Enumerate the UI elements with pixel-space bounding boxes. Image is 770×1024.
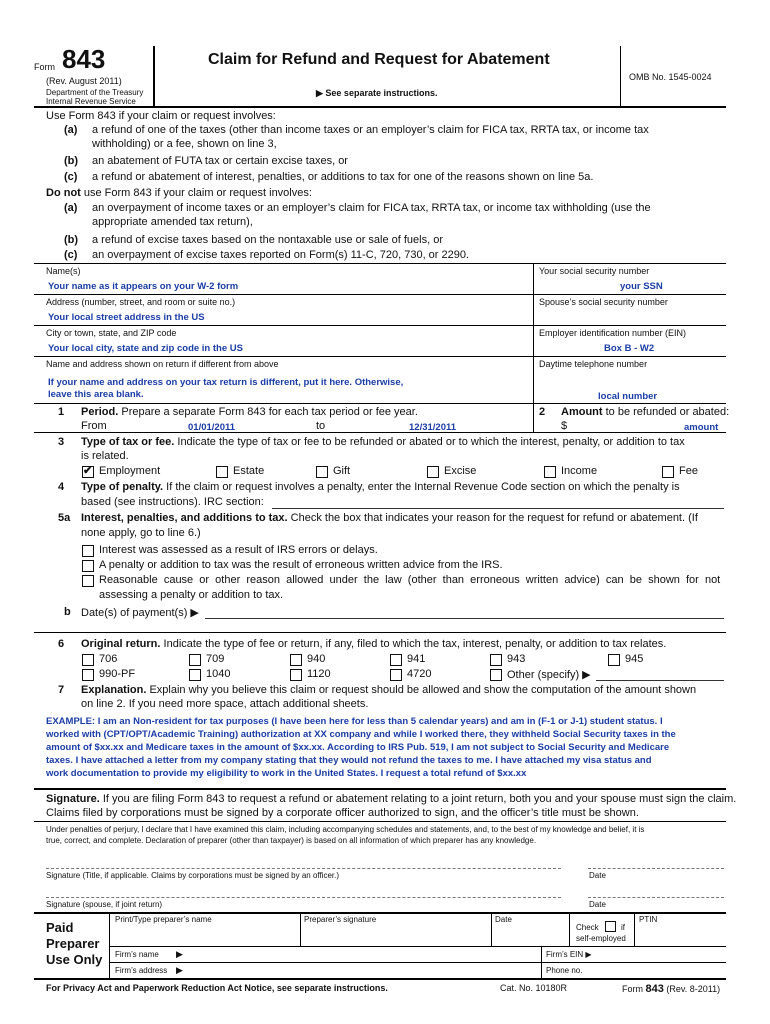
firm-ein-label: Firm’s EIN ▶ — [546, 950, 592, 959]
checkmark-icon: ✔ — [83, 465, 93, 477]
checkbox-940[interactable] — [290, 654, 302, 666]
explanation-line: work documentation to provide my eligibility to work in the United States. I request a total refund of $xx.xx — [46, 768, 527, 779]
option-943-label: 943 — [507, 653, 526, 665]
intro-na-text: an overpayment of income taxes or an employer’s claim for FICA tax, RRTA tax, or income tax withholding (use the — [92, 202, 651, 214]
spouse-date-line[interactable] — [588, 897, 724, 898]
intro-b-letter: (b) — [64, 155, 79, 167]
intro-nc-letter: (c) — [64, 249, 78, 261]
ssn-label: Your social security number — [539, 266, 650, 276]
preparer-title-1: Paid — [46, 920, 74, 935]
department-line: Department of the Treasury — [46, 88, 144, 97]
form-label: Form — [34, 62, 55, 72]
signature-line[interactable] — [46, 868, 561, 869]
checkbox-4720[interactable] — [390, 669, 402, 681]
form-title: Claim for Refund and Request for Abatement — [208, 51, 550, 68]
line4-number: 4 — [58, 481, 65, 493]
phone-label: Daytime telephone number — [539, 359, 648, 369]
line2-amount-field[interactable]: amount — [684, 422, 719, 433]
preparer-title-3: Use Only — [46, 952, 103, 967]
option-reasonable-cause-label: Reasonable cause or other reason allowed under the law (other than erroneous written advice) can be shown for not — [99, 574, 721, 586]
line2-heading: Amount to be refunded or abated: — [561, 406, 730, 418]
line5a-heading-cont: none apply, go to line 6.) — [81, 527, 201, 539]
row-rule — [34, 432, 726, 433]
checkbox-income[interactable] — [544, 466, 556, 478]
line7-number: 7 — [58, 684, 65, 696]
identity-grid-divider — [533, 263, 534, 432]
perjury-statement: Under penalties of perjury, I declare that I have examined this claim, including accompanying schedules and statements, and, to the best of my knowledge and belief, it is — [46, 825, 645, 834]
explanation-line: worked with (CPT/OPT/Academic Training) authorization at XX company and while I worked there, they withheld Social Security taxes in the — [46, 729, 676, 740]
intro-c-text: a refund or abatement of interest, penalties, or additions to tax for one of the reasons shown on line 5a. — [92, 171, 594, 183]
preparer-title-2: Preparer — [46, 936, 100, 951]
preparer-divider — [109, 912, 110, 978]
preparer-col-divider — [634, 912, 635, 946]
intro-na-letter: (a) — [64, 202, 78, 214]
city-label: City or town, state, and ZIP code — [46, 328, 177, 338]
checkbox-1120[interactable] — [290, 669, 302, 681]
option-reasonable-cause-cont: assessing a penalty or addition to tax. — [99, 589, 284, 601]
signature-date-label: Date — [589, 871, 606, 880]
intro-c-letter: (c) — [64, 171, 78, 183]
option-945-label: 945 — [625, 653, 644, 665]
line6-heading: Original return. Indicate the type of fee or return, if any, filed to which the tax, interest, penalty, or addition to tax relates. — [81, 638, 667, 650]
intro-a-letter: (a) — [64, 124, 78, 136]
line1-number: 1 — [58, 406, 65, 418]
preparer-col-divider — [491, 912, 492, 946]
option-excise-label: Excise — [444, 465, 477, 477]
preparer-bottom-rule — [34, 978, 726, 980]
intro-nb-letter: (b) — [64, 234, 79, 246]
line2-number: 2 — [539, 406, 546, 418]
explanation-bottom-rule — [34, 788, 726, 790]
ptin-label: PTIN — [639, 915, 658, 924]
line4-heading-cont: based (see instructions). IRC section: — [81, 496, 264, 508]
explanation-line: amount of $xx.xx and Medicare taxes in the amount of $xx.xx. According to IRS Pub. 519, I am not subject to Social Security and Medicare — [46, 742, 670, 753]
explanation-line: taxes. I have attached a letter from my company stating that they would not refund the taxes to me. I have attached my visa status and — [46, 755, 652, 766]
names-label: Name(s) — [46, 266, 81, 276]
phone-no-label: Phone no. — [546, 966, 583, 975]
intro-do-not-line: Do not use Form 843 if your claim or request involves: — [46, 187, 312, 199]
option-fee-label: Fee — [679, 465, 698, 477]
preparer-signature-label: Preparer’s signature — [304, 915, 377, 924]
irc-section-field[interactable] — [272, 508, 724, 509]
preparer-col-divider — [300, 912, 301, 946]
preparer-name-label: Print/Type preparer’s name — [115, 915, 212, 924]
checkbox-1040[interactable] — [189, 669, 201, 681]
alt-address-field-cont: leave this area blank. — [48, 389, 144, 400]
other-specify-field[interactable] — [596, 680, 724, 681]
line3-number: 3 — [58, 436, 65, 448]
intro-a-text-cont: withholding) or a fee, shown on line 3, — [92, 138, 277, 150]
row-rule — [34, 632, 726, 633]
line1-heading: Period. Prepare a separate Form 843 for each tax period or fee year. — [81, 406, 418, 418]
option-1120-label: 1120 — [307, 668, 331, 680]
line1-from-label: From — [81, 420, 107, 432]
self-employed-if: if — [621, 923, 625, 932]
see-instructions: ▶ See separate instructions. — [316, 88, 438, 98]
option-erroneous-advice-label: A penalty or addition to tax was the result of erroneous written advice from the IRS. — [99, 559, 503, 571]
ein-label: Employer identification number (EIN) — [539, 328, 687, 338]
arrow-right-icon: ▶ — [176, 965, 183, 975]
spouse-ssn-field[interactable] — [540, 310, 720, 324]
checkbox-erroneous-advice[interactable] — [82, 560, 94, 572]
option-4720-label: 4720 — [407, 668, 432, 680]
row-rule — [34, 821, 726, 822]
intro-bottom-rule — [34, 263, 726, 264]
checkbox-709[interactable] — [189, 654, 201, 666]
intro-a-text: a refund of one of the taxes (other than income taxes or an employer’s claim for FICA tax, RRTA tax, or income tax — [92, 124, 649, 136]
ein-field[interactable]: Box B - W2 — [604, 343, 655, 354]
address-field[interactable]: Your local street address in the US — [48, 312, 205, 323]
line3-heading: Type of tax or fee. Indicate the type of tax or fee to be refunded or abated or to which the interest, penalty, or addition to tax — [81, 436, 685, 448]
payment-dates-field[interactable] — [205, 618, 724, 619]
line5b-letter: b — [64, 606, 71, 618]
spouse-signature-line[interactable] — [46, 897, 561, 898]
firm-address-field[interactable] — [190, 964, 540, 978]
header-divider-left — [153, 46, 155, 106]
option-1040-label: 1040 — [206, 668, 231, 680]
ssn-field[interactable]: your SSN — [620, 281, 663, 292]
checkbox-employment[interactable] — [82, 466, 94, 478]
checkbox-gift[interactable] — [316, 466, 328, 478]
explanation-line: EXAMPLE: I am an Non-resident for tax purposes (I have been here for less than 5 calendar years) and am in (F-1 or J-1) student status. I — [46, 716, 663, 727]
perjury-statement-cont: true, correct, and complete. Declaration of preparer (other than taxpayer) is based on all information of which preparer has any knowledge. — [46, 836, 537, 845]
line6-number: 6 — [58, 638, 65, 650]
names-field[interactable]: Your name as it appears on your W-2 form — [48, 281, 239, 292]
checkbox-945[interactable] — [608, 654, 620, 666]
line2-currency: $ — [561, 420, 568, 432]
option-employment-label: Employment — [99, 465, 161, 477]
line1-to-label: to — [316, 420, 326, 432]
checkbox-estate[interactable] — [216, 466, 228, 478]
signature-date-line[interactable] — [588, 868, 724, 869]
preparer-top-rule — [34, 912, 726, 914]
line4-heading: Type of penalty. If the claim or request involves a penalty, enter the Internal Revenue Code section on which the penalty is — [81, 481, 680, 493]
checkbox-other[interactable] — [490, 669, 502, 681]
row-rule — [34, 325, 726, 326]
privacy-notice: For Privacy Act and Paperwork Reduction Act Notice, see separate instructions. — [46, 983, 388, 993]
checkbox-self-employed[interactable] — [605, 921, 616, 932]
line7-heading-cont: on line 2. If you need more space, attach additional sheets. — [81, 698, 369, 710]
revision-date: (Rev. August 2011) — [46, 76, 122, 86]
option-709-label: 709 — [206, 653, 225, 665]
signature-label: Signature (Title, if applicable. Claims by corporations must be signed by an officer.) — [46, 871, 340, 880]
spouse-signature-label: Signature (spouse, if joint return) — [46, 900, 163, 909]
form-number: 843 — [62, 44, 106, 74]
alt-address-field[interactable]: If your name and address on your tax return is different, put it here. Otherwise, — [48, 377, 404, 388]
self-employed-label: self-employed — [576, 934, 626, 943]
header-bottom-rule — [34, 106, 726, 108]
line1-from-field[interactable]: 01/01/2011 — [188, 422, 236, 433]
option-other-label: Other (specify) ▶ — [507, 669, 591, 681]
address-label: Address (number, street, and room or suite no.) — [46, 297, 236, 307]
preparer-col-divider — [569, 912, 570, 946]
row-rule — [34, 294, 726, 295]
option-estate-label: Estate — [233, 465, 265, 477]
omb-number: OMB No. 1545-0024 — [629, 72, 712, 82]
intro-nc-text: an overpayment of excise taxes reported on Form(s) 11-C, 720, 730, or 2290. — [92, 249, 470, 261]
option-706-label: 706 — [99, 653, 118, 665]
checkbox-941[interactable] — [390, 654, 402, 666]
checkbox-irs-errors[interactable] — [82, 545, 94, 557]
option-income-label: Income — [561, 465, 598, 477]
checkbox-706[interactable] — [82, 654, 94, 666]
line5a-number: 5a — [58, 512, 71, 524]
footer-form-ref: Form 843 (Rev. 8-2011) — [622, 983, 721, 995]
checkbox-excise[interactable] — [427, 466, 439, 478]
alt-address-label: Name and address shown on return if different from above — [46, 359, 279, 369]
catalog-number: Cat. No. 10180R — [500, 983, 568, 993]
spouse-date-label: Date — [589, 900, 606, 909]
line5a-heading: Interest, penalties, and additions to tax. Check the box that indicates your reason for the request for refund or abatement. (If — [81, 512, 698, 524]
preparer-row-rule — [109, 962, 726, 963]
header-divider-right — [620, 46, 621, 106]
intro-b-text: an abatement of FUTA tax or certain excise taxes, or — [92, 155, 348, 167]
agency-line: Internal Revenue Service — [46, 97, 136, 106]
firm-address-label: Firm’s address — [115, 966, 168, 975]
option-irs-errors-label: Interest was assessed as a result of IRS errors or delays. — [99, 544, 378, 556]
checkbox-990pf[interactable] — [82, 669, 94, 681]
row-rule — [34, 403, 726, 404]
option-941-label: 941 — [407, 653, 426, 665]
intro-nb-text: a refund of excise taxes based on the nontaxable use or sale of fuels, or — [92, 234, 444, 246]
preparer-date-label: Date — [495, 915, 512, 924]
option-940-label: 940 — [307, 653, 326, 665]
phone-field[interactable]: local number — [598, 391, 658, 402]
firm-name-label: Firm’s name — [115, 950, 159, 959]
explanation-field[interactable] — [46, 716, 726, 782]
intro-use-line: Use Form 843 if your claim or request involves: — [46, 110, 276, 122]
firm-name-field[interactable] — [190, 948, 540, 962]
line3-heading-cont: is related. — [81, 450, 129, 462]
signature-heading: Signature. If you are filing Form 843 to request a refund or abatement relating to a joint return, both you and your spouse must sign the claim. — [46, 793, 737, 805]
preparer-row-rule — [109, 946, 726, 947]
line1-to-field[interactable]: 12/31/2011 — [409, 422, 457, 433]
row-rule — [34, 356, 726, 357]
checkbox-943[interactable] — [490, 654, 502, 666]
city-field[interactable]: Your local city, state and zip code in the US — [48, 343, 243, 354]
spouse-ssn-label: Spouse’s social security number — [539, 297, 668, 307]
intro-na-text-cont: appropriate amended tax return), — [92, 216, 253, 228]
line5b-label: Date(s) of payment(s) ▶ — [81, 607, 199, 619]
signature-heading-cont: Claims filed by corporations must be signed by a corporate officer authorized to sign, and the officer’s title must be shown. — [46, 807, 639, 819]
arrow-right-icon: ▶ — [176, 949, 183, 959]
checkbox-fee[interactable] — [662, 466, 674, 478]
checkbox-reasonable-cause[interactable] — [82, 575, 94, 587]
line7-heading: Explanation. Explain why you believe this claim or request should be allowed and show the computation of the amount shown — [81, 684, 697, 696]
option-gift-label: Gift — [333, 465, 351, 477]
self-employed-check-label: Check — [576, 923, 599, 932]
option-990pf-label: 990-PF — [99, 668, 136, 680]
